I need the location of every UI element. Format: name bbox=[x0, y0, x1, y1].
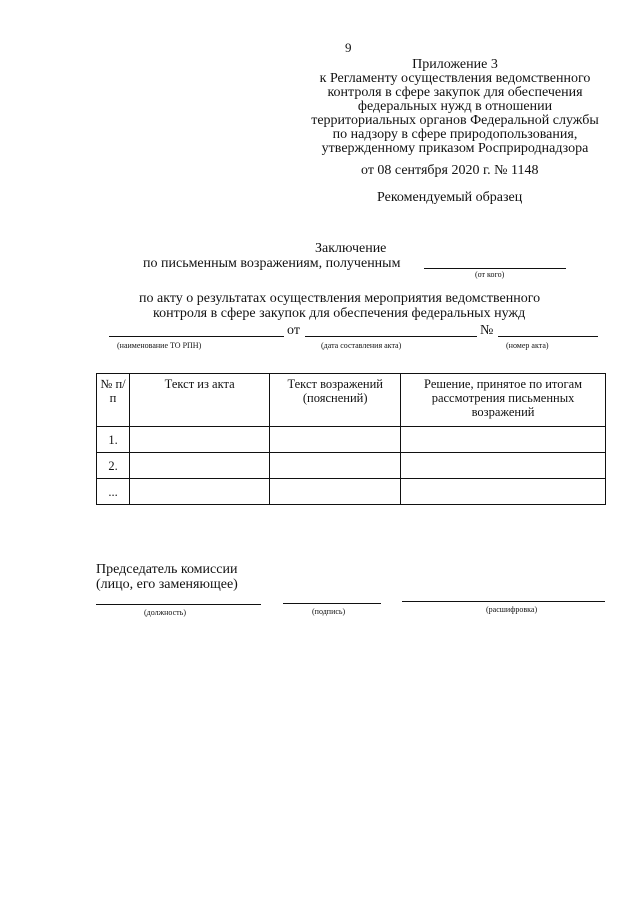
signature-caption: (подпись) bbox=[312, 607, 346, 616]
chairman-label: Председатель комиссии bbox=[96, 562, 238, 577]
tor-blank bbox=[109, 336, 284, 337]
position-blank bbox=[96, 604, 261, 605]
header-line-6: утвержденному приказом Росприроднадзора bbox=[321, 141, 589, 156]
cell-decision bbox=[401, 427, 606, 453]
act-line-1: по акту о результатах осуществления мероприятия ведомственного bbox=[139, 291, 541, 306]
table-row bbox=[97, 479, 606, 505]
ot-label: от bbox=[287, 323, 300, 338]
from-whom-blank bbox=[424, 268, 566, 269]
objections-table bbox=[96, 373, 606, 505]
act-line-2: контроля в сфере закупок для обеспечения федеральных нужд bbox=[153, 306, 526, 321]
cell-act-text bbox=[130, 479, 270, 505]
order-date: от 08 сентября 2020 г. № 1148 bbox=[361, 163, 539, 178]
number-sign: № bbox=[480, 323, 494, 338]
objections-line: по письменным возражениям, полученным bbox=[143, 256, 401, 271]
header-line-1: к Регламенту осуществления ведомственного bbox=[319, 71, 591, 86]
date-blank bbox=[305, 336, 477, 337]
header-number: № п/п bbox=[97, 374, 130, 427]
cell-decision bbox=[401, 479, 606, 505]
appendix-title: Приложение 3 bbox=[412, 57, 498, 72]
cell-act-text bbox=[130, 453, 270, 479]
page-number: 9 bbox=[345, 40, 352, 55]
row-number: 1. bbox=[97, 427, 130, 453]
cell-objection-text bbox=[270, 479, 401, 505]
header-line-4: территориальных органов Федеральной службы bbox=[311, 113, 599, 128]
table-row bbox=[97, 427, 606, 453]
header-decision: Решение, принятое по итогам рассмотрения письменных возражений bbox=[401, 374, 606, 427]
table-header-row bbox=[97, 374, 606, 427]
cell-objection-text bbox=[270, 453, 401, 479]
header-objection-text: Текст возражений (пояснений) bbox=[270, 374, 401, 427]
chairman-substitute-label: (лицо, его заменяющее) bbox=[96, 577, 238, 592]
row-number: ... bbox=[97, 479, 130, 505]
header-line-3: федеральных нужд в отношении bbox=[357, 99, 553, 114]
conclusion-heading: Заключение bbox=[315, 241, 387, 256]
cell-act-text bbox=[130, 427, 270, 453]
tor-caption: (наименование ТО РПН) bbox=[117, 341, 202, 350]
header-line-2: контроля в сфере закупок для обеспечения bbox=[327, 85, 583, 100]
header-act-text: Текст из акта bbox=[130, 374, 270, 427]
cell-objection-text bbox=[270, 427, 401, 453]
position-caption: (должность) bbox=[144, 608, 186, 617]
cell-decision bbox=[401, 453, 606, 479]
from-whom-caption: (от кого) bbox=[475, 270, 505, 279]
table-row bbox=[97, 453, 606, 479]
number-blank bbox=[498, 336, 598, 337]
transcript-blank bbox=[402, 601, 605, 602]
number-caption: (номер акта) bbox=[506, 341, 549, 350]
sample-label: Рекомендуемый образец bbox=[377, 190, 523, 205]
signature-blank bbox=[283, 603, 381, 604]
transcript-caption: (расшифровка) bbox=[486, 605, 538, 614]
date-caption: (дата составления акта) bbox=[321, 341, 402, 350]
header-line-5: по надзору в сфере природопользования, bbox=[332, 127, 578, 142]
row-number: 2. bbox=[97, 453, 130, 479]
